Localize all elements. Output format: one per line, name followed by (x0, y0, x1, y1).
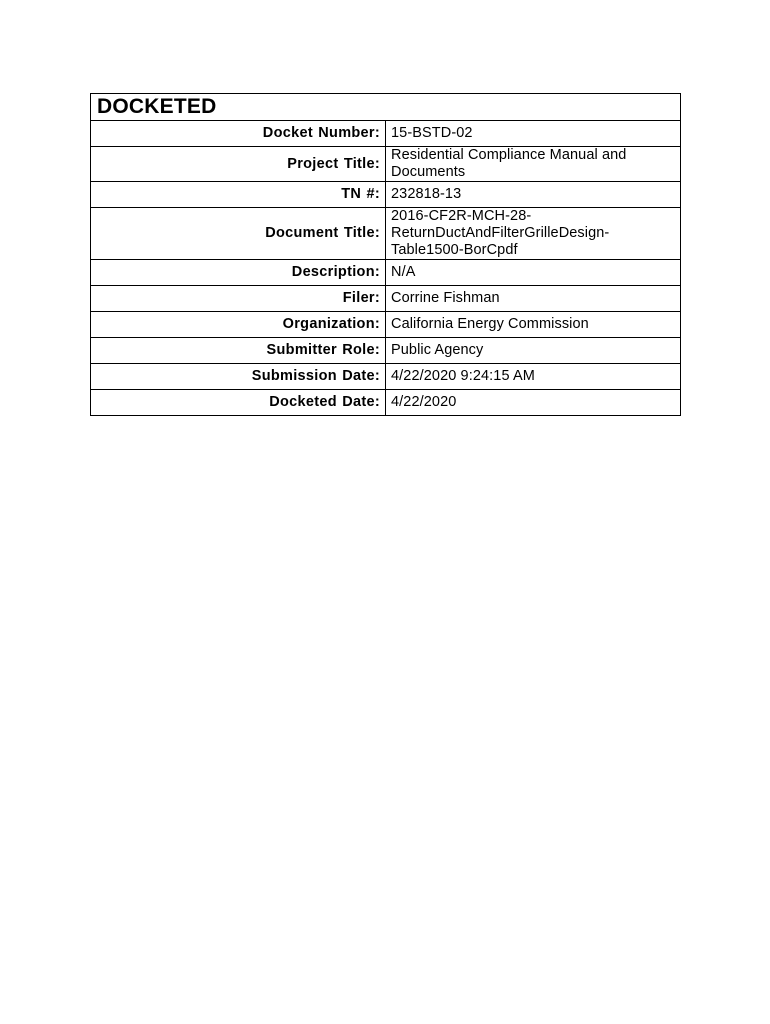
docketed-date-label: Docketed Date: (91, 390, 386, 416)
description-value: N/A (386, 260, 681, 286)
tn-label: TN #: (91, 182, 386, 208)
filer-row (91, 286, 681, 312)
document-title-row (91, 208, 681, 260)
organization-label: Organization: (91, 312, 386, 338)
tn-value: 232818-13 (386, 182, 681, 208)
tn-row (91, 182, 681, 208)
submitter-role-label: Submitter Role: (91, 338, 386, 364)
document-title-value (386, 208, 681, 260)
document-title-value-line1: 2016-CF2R-MCH-28-ReturnDuctAndFilterGrilleDesign- (391, 208, 610, 241)
document-title-value-line2: Table1500-BorCpdf (391, 242, 518, 258)
submission-date-value: 4/22/2020 9:24:15 AM (386, 364, 681, 390)
docket-header-row (91, 94, 681, 121)
filer-value: Corrine Fishman (386, 286, 681, 312)
docket-number-row (91, 121, 681, 147)
organization-row (91, 312, 681, 338)
docketed-date-value: 4/22/2020 (386, 390, 681, 416)
description-row (91, 260, 681, 286)
docket-number-value: 15-BSTD-02 (386, 121, 681, 147)
project-title-label: Project Title: (91, 147, 386, 182)
filer-label: Filer: (91, 286, 386, 312)
project-title-row (91, 147, 681, 182)
submission-date-label: Submission Date: (91, 364, 386, 390)
submitter-role-row (91, 338, 681, 364)
docket-number-label: Docket Number: (91, 121, 386, 147)
docketed-title: DOCKETED (91, 94, 681, 121)
description-label: Description: (91, 260, 386, 286)
document-title-label: Document Title: (91, 208, 386, 260)
docket-table (90, 93, 681, 416)
submitter-role-value: Public Agency (386, 338, 681, 364)
project-title-value: Residential Compliance Manual and Documents (386, 147, 681, 182)
submission-date-row (91, 364, 681, 390)
organization-value: California Energy Commission (386, 312, 681, 338)
docketed-date-row (91, 390, 681, 416)
